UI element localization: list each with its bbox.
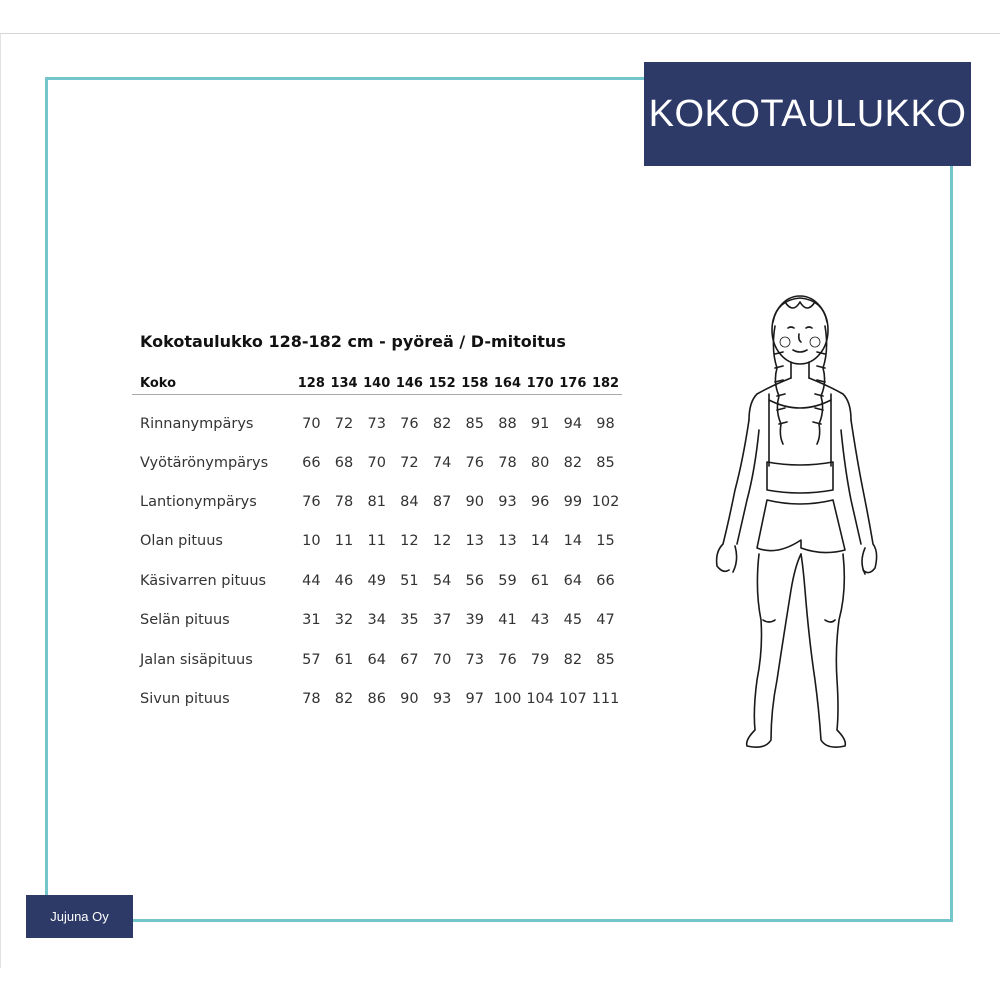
table-cell: 86 <box>367 691 386 708</box>
table-cell: 70 <box>302 415 321 432</box>
table-cell: 107 <box>559 691 587 708</box>
table-cell: 66 <box>596 572 615 589</box>
table-cell: 93 <box>498 494 517 511</box>
row-label: Selän pituus <box>140 612 230 629</box>
table-cell: 11 <box>334 533 354 550</box>
size-header: 146 <box>393 372 426 395</box>
row-label: Rinnanympärys <box>140 415 254 432</box>
table-cell: 82 <box>563 454 583 471</box>
table-cell: 15 <box>596 533 615 550</box>
size-header: 128 <box>295 372 328 395</box>
table-cell: 93 <box>432 691 452 708</box>
table-cell: 57 <box>302 651 321 668</box>
table-cell: 37 <box>432 612 452 629</box>
table-cell: 49 <box>367 572 386 589</box>
table-cell: 32 <box>334 612 354 629</box>
table-row <box>132 395 622 444</box>
table-cell: 44 <box>302 572 321 589</box>
table-cell: 90 <box>465 494 484 511</box>
table-cell: 72 <box>400 454 419 471</box>
table-cell: 97 <box>465 691 484 708</box>
table-cell: 39 <box>465 612 484 629</box>
table-cell: 82 <box>432 415 452 432</box>
table-header-row <box>132 372 622 395</box>
size-header: 182 <box>589 372 622 395</box>
table-cell: 66 <box>302 454 321 471</box>
table-cell: 47 <box>596 612 615 629</box>
size-header: 158 <box>458 372 491 395</box>
child-figure-icon <box>705 290 880 760</box>
row-label: Jalan sisäpituus <box>140 651 253 668</box>
table-cell: 91 <box>530 415 550 432</box>
table-cell: 43 <box>530 612 550 629</box>
table-cell: 10 <box>302 533 321 550</box>
table-cell: 82 <box>563 651 583 668</box>
table-cell: 34 <box>367 612 386 629</box>
table-cell: 64 <box>563 572 583 589</box>
table-cell: 100 <box>493 691 522 708</box>
table-cell: 98 <box>596 415 615 432</box>
table-cell: 70 <box>432 651 452 668</box>
table-cell: 102 <box>591 494 620 511</box>
table-cell: 51 <box>400 572 419 589</box>
table-cell: 78 <box>334 494 354 511</box>
table-cell: 68 <box>334 454 354 471</box>
table-cell: 13 <box>465 533 484 550</box>
size-header: 176 <box>557 372 590 395</box>
table-cell: 70 <box>367 454 386 471</box>
table-cell: 94 <box>563 415 583 432</box>
table-cell: 61 <box>334 651 354 668</box>
table-cell: 35 <box>400 612 419 629</box>
size-header: 152 <box>426 372 459 395</box>
table-cell: 76 <box>302 494 321 511</box>
table-cell: 64 <box>367 651 386 668</box>
table-heading: Kokotaulukko 128-182 cm - pyöreä / D-mitoitus <box>140 332 566 351</box>
table-cell: 84 <box>400 494 419 511</box>
table-row <box>132 443 622 482</box>
table-cell: 85 <box>596 454 615 471</box>
table-cell: 41 <box>498 612 517 629</box>
row-label: Vyötärönympärys <box>140 454 269 471</box>
size-header: 170 <box>524 372 557 395</box>
table-row <box>132 679 622 718</box>
page-title: KOKOTAULUKKO <box>644 62 971 166</box>
row-label: Lantionympärys <box>140 494 257 511</box>
company-name: Jujuna Oy <box>26 895 133 938</box>
table-cell: 56 <box>465 572 484 589</box>
table-cell: 82 <box>334 691 354 708</box>
table-cell: 99 <box>563 494 583 511</box>
size-table <box>132 372 622 719</box>
table-cell: 13 <box>498 533 517 550</box>
table-cell: 104 <box>526 691 554 708</box>
size-header: 164 <box>491 372 524 395</box>
table-cell: 78 <box>302 691 321 708</box>
table-cell: 76 <box>400 415 419 432</box>
table-cell: 12 <box>432 533 452 550</box>
table-cell: 61 <box>530 572 550 589</box>
table-cell: 73 <box>367 415 386 432</box>
table-cell: 14 <box>530 533 550 550</box>
table-cell: 78 <box>498 454 517 471</box>
size-header: 134 <box>328 372 361 395</box>
table-cell: 79 <box>530 651 550 668</box>
table-header-label: Koko <box>132 372 295 395</box>
table-cell: 14 <box>563 533 583 550</box>
table-cell: 67 <box>400 651 419 668</box>
table-row <box>132 522 622 561</box>
table-cell: 59 <box>498 572 517 589</box>
table-cell: 11 <box>367 533 386 550</box>
table-cell: 12 <box>400 533 419 550</box>
table-cell: 80 <box>530 454 550 471</box>
table-row <box>132 482 622 521</box>
size-header: 140 <box>360 372 393 395</box>
table-cell: 72 <box>334 415 354 432</box>
row-label: Käsivarren pituus <box>140 572 267 589</box>
table-cell: 45 <box>563 612 583 629</box>
table-cell: 88 <box>498 415 517 432</box>
table-cell: 54 <box>432 572 452 589</box>
table-cell: 74 <box>432 454 452 471</box>
table-cell: 96 <box>530 494 550 511</box>
table-cell: 81 <box>367 494 386 511</box>
table-cell: 111 <box>591 691 620 708</box>
table-cell: 76 <box>498 651 517 668</box>
table-cell: 76 <box>465 454 484 471</box>
table-row <box>132 601 622 640</box>
table-cell: 73 <box>465 651 484 668</box>
table-cell: 90 <box>400 691 419 708</box>
table-cell: 31 <box>302 612 321 629</box>
row-label: Olan pituus <box>140 533 223 550</box>
row-label: Sivun pituus <box>140 691 230 708</box>
table-cell: 85 <box>596 651 615 668</box>
table-cell: 87 <box>432 494 452 511</box>
table-cell: 85 <box>465 415 484 432</box>
table-row <box>132 561 622 600</box>
table-row <box>132 640 622 679</box>
table-cell: 46 <box>334 572 354 589</box>
